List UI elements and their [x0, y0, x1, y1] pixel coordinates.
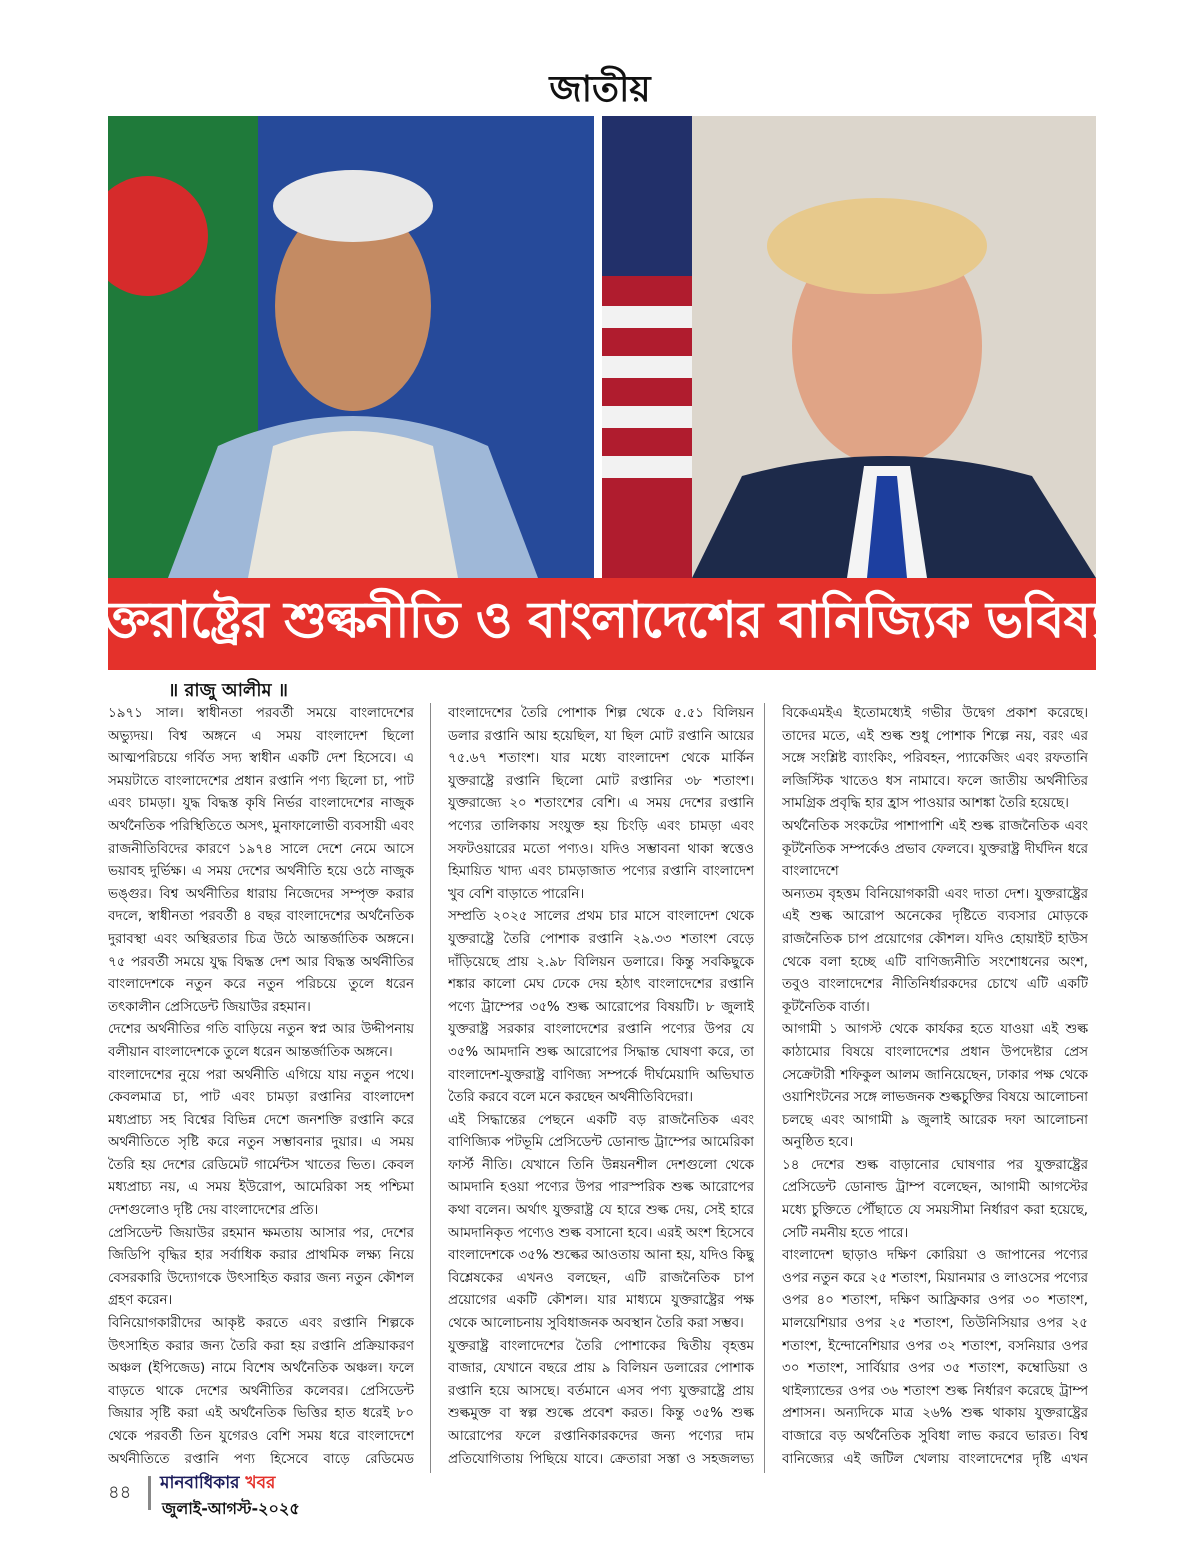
portrait-left-photo — [108, 116, 594, 578]
magazine-logo — [160, 1470, 275, 1498]
paragraph: আগামী ১ আগস্ট থেকে কার্যকর হতে যাওয়া এই শুল্ক কাঠামোর বিষয়ে বাংলাদেশের প্রধান উপদেষ্টার প্রেস সেক্রেটারী শফিকুল আলম জানিয়েছেন, ঢাকার পক্ষ থেকে ওয়াশিংটনের সঙ্গে লাভজনক শুল্কচুক্তির বিষয়ে আলোচনা চলছে এবং আগামী ৯ জুলাই আরেক দফা আলোচনা অনুষ্ঠিত হবে। — [782, 1022, 1088, 1151]
paragraph: ১৪ দেশের শুল্ক বাড়ানোর ঘোষণার পর যুক্তরাষ্ট্রের প্রেসিডেন্ট ডোনাল্ড ট্রাম্প বলেছেন, আগামী আগস্টের মধ্যে চুক্তিতে পৌঁছাতে যে সময়সীমা নির্ধারণ করা হয়েছে, সেটি নমনীয় হতে পারে। — [782, 1157, 1088, 1241]
column-divider — [430, 703, 431, 1473]
paragraph: অর্থনৈতিক সংকটের পাশাপাশি এই শুল্ক রাজনৈতিক এবং কূটনৈতিক সম্পর্কেও প্রভাব ফেলবে। যুক্তরাষ্ট্র দীর্ঘদিন ধরে বাংলাদেশে — [782, 818, 1088, 880]
article-body — [108, 703, 1100, 1473]
hero-photos — [108, 116, 1096, 578]
portrait-right-photo — [602, 116, 1096, 578]
paragraph: ১৯৭১ সাল। স্বাধীনতা পরবর্তী সময়ে বাংলাদেশের অভ্যুদয়। বিশ্ব অঙ্গনে এ সময় বাংলাদেশ ছিলো আত্মপরিচয়ে গর্বিত সদ্য স্বাধীন একটি দেশ হিসেবে। এ সময়টাতে বাংলাদেশের প্রধান রপ্তানি পণ্য ছিলো চা, পাট এবং চামড়া। যুদ্ধ বিদ্ধস্ত কৃষি নির্ভর বাংলাদেশের নাজুক অর্থনৈতিক পরিস্থিতিতে অসৎ, মুনাফালোভী ব্যবসায়ী এবং রাজনীতিবিদের কারণে ১৯৭৪ সালে দেশে নেমে আসে ভয়াবহ দুর্ভিক্ষ। এ সময় দেশের অর্থনীতি হয়ে ওঠে নাজুক ভঙ্গুর। বিশ্ব অর্থনীতির ধারায় নিজেদের সম্পৃক্ত করার বদলে, স্বাধীনতা পরবর্তী ৪ বছর বাংলাদেশের অর্থনৈতিক দুরাবস্থা এবং অস্থিরতার চিত্র উঠে আন্তর্জাতিক অঙ্গনে। ৭৫ পরবর্তী সময়ে যুদ্ধ বিদ্ধস্ত দেশ আর বিদ্ধস্ত অর্থনীতির বাংলাদেশকে নতুন করে নতুন পরিচয়ে তুলে ধরেন তৎকালীন প্রেসিডেন্ট জিয়াউর রহমান। — [108, 706, 414, 1015]
paragraph: বাংলাদেশ ছাড়াও দক্ষিণ কোরিয়া ও জাপানের পণ্যের ওপর নতুন করে ২৫ শতাংশ, মিয়ানমার ও লাওসের পণ্যের ওপর ৪০ শতাংশ, দক্ষিণ আফ্রিকার ওপর ৩০ শতাংশ, মালয়েশিয়ার ওপর ২৫ শতাংশ, তিউনিসিয়ার ওপর ২৫ শতাংশ, ইন্দোনেশিয়ার ওপর ৩২ শতাংশ, বসনিয়ার ওপর ৩০ শতাংশ, সার্বিয়ার ওপর ৩৫ শতাংশ, কম্বোডিয়া ও থাইল্যান্ডের ওপর ৩৬ শতাংশ শুল্ক নির্ধারণ করেছে ট্রাম্প প্রশাসন। অন্যদিকে মাত্র ২৬% শুল্ক থাকায় যুক্তরাষ্ট্রের বাজারে বড় অর্থনৈতিক সুবিধা লাভ করবে ভারত। বিশ্ব বানিজ্যের এই জটিল খেলায় বাংলাদেশের দৃষ্টি এখন — [782, 1248, 1088, 1467]
article-column-3 — [782, 703, 1088, 1473]
paragraph: যুক্তরাষ্ট্র বাংলাদেশের তৈরি পোশাকের দ্বিতীয় বৃহত্তম বাজার, যেখানে বছরে প্রায় ৯ বিলিয়ন ডলারের পোশাক রপ্তানি হয়ে আসছে। বর্তমানে এসব পণ্য যুক্তরাষ্ট্রে প্রায় শুল্কমুক্ত বা স্বল্প শুল্কে প্রবেশ করত। কিন্তু ৩৫% শুল্ক আরোপের ফলে রপ্তানিকারকদের জন্য পণ্যের দাম প্রতিযোগিতায় পিছিয়ে যাবে। ক্রেতারা সস্তা ও সহজলভ্য — [448, 1338, 754, 1467]
paragraph: বিকেএমইএ ইতোমধ্যেই গভীর উদ্বেগ প্রকাশ করেছে। তাদের মতে, এই শুল্ক শুধু পোশাক শিল্পে নয়, বরং এর সঙ্গে সংশ্লিষ্ট ব্যাংকিং, পরিবহন, প্যাকেজিং এবং রফতানি লজিস্টিক খাতেও ধস নামাবে। ফলে জাতীয় অর্থনীতির সামগ্রিক প্রবৃদ্ধি হার হ্রাস পাওয়ার আশঙ্কা তৈরি হয়েছে। — [782, 706, 1088, 812]
article-column-2 — [448, 703, 754, 1473]
paragraph: বাংলাদেশের তৈরি পোশাক শিল্প থেকে ৫.৫১ বিলিয়ন ডলার রপ্তানি আয় হয়েছিল, যা ছিল মোট রপ্তানি আয়ের ৭৫.৬৭ শতাংশ। যার মধ্যে বাংলাদেশ থেকে মার্কিন যুক্তরাষ্ট্রে রপ্তানি ছিলো মোট রপ্তানির ৩৮ শতাংশ। যুক্তরাজ্যে ২০ শতাংশের বেশি। এ সময় দেশের রপ্তানি পণ্যের তালিকায় সংযুক্ত হয় চিংড়ি এবং চামড়া এবং সফটওয়ারের মতো পণ্যও। যদিও সম্ভাবনা থাকা স্বত্তেও হিমায়িত খাদ্য এবং চামড়াজাত পণ্যের রপ্তানি বাংলাদেশ খুব বেশি বাড়াতে পারেনি। — [448, 706, 754, 902]
author-byline: ॥ রাজু আলীম ॥ — [168, 680, 288, 701]
magazine-name-part1: মানবাধিকার — [160, 1473, 240, 1493]
headline-banner — [73, 578, 1131, 670]
column-divider — [764, 703, 765, 1473]
paragraph: সম্প্রতি ২০২৫ সালের প্রথম চার মাসে বাংলাদেশ থেকে যুক্তরাষ্ট্রে তৈরি পোশাক রপ্তানি ২৯.৩৩ শতাংশ বেড়ে দাঁড়িয়েছে প্রায় ২.৯৮ বিলিয়ন ডলারে। কিন্তু সবকিছুকে শঙ্কার কালো মেঘ ঢেকে দেয় হঠাৎ বাংলাদেশের রপ্তানি পণ্যে ট্রাম্পের ৩৫% শুল্ক আরোপের বিষয়টি। ৮ জুলাই যুক্তরাষ্ট্র সরকার বাংলাদেশের রপ্তানি পণ্যের উপর যে ৩৫% আমদানি শুল্ক আরোপের সিদ্ধান্ত ঘোষণা করে, তা বাংলাদেশ-যুক্তরাষ্ট্র বাণিজ্য সম্পর্কে দীর্ঘমেয়াদি অভিঘাত তৈরি করবে বলে মনে করছেন অর্থনীতিবিদেরা। — [448, 909, 754, 1106]
issue-date: জুলাই-আগস্ট-২০২৫ — [162, 1499, 300, 1518]
section-title: জাতীয় — [549, 69, 651, 110]
paragraph: দেশের অর্থনীতির গতি বাড়িয়ে নতুন স্বপ্ন আর উদ্দীপনায় বলীয়ান বাংলাদেশকে তুলে ধরেন আন্তর্জাতিক অঙ্গনে। — [108, 1022, 414, 1060]
article-headline: যুক্তরাষ্ট্রের শুল্কনীতি ও বাংলাদেশের বানিজ্যিক ভবিষ্যৎ — [73, 590, 1131, 649]
footer-divider — [148, 1476, 151, 1510]
paragraph: অন্যতম বৃহত্তম বিনিয়োগকারী এবং দাতা দেশ। যুক্তরাষ্ট্রের এই শুল্ক আরোপ অনেকের দৃষ্টিতে ব্যবসার মোড়কে রাজনৈতিক চাপ প্রয়োগের কৌশল। যদিও হোয়াইট হাউস থেকে বলা হচ্ছে এটি বাণিজ্যনীতি সংশোধনের অংশ, তবুও বাংলাদেশের নীতিনির্ধারকদের চোখে এটি একটি কূটনৈতিক বার্তা। — [782, 886, 1088, 1015]
paragraph: এই সিদ্ধান্তের পেছনে একটি বড় রাজনৈতিক এবং বাণিজ্যিক পটভূমি প্রেসিডেন্ট ডোনাল্ড ট্রাম্পের আমেরিকা ফার্স্ট নীতি। যেখানে তিনি উন্নয়নশীল দেশগুলো থেকে আমদানি হওয়া পণ্যের উপর পারস্পরিক শুল্ক আরোপের কথা বলেন। অর্থাৎ যুক্তরাষ্ট্র যে হারে শুল্ক দেয়, সেই হারে আমদানিকৃত পণ্যেও শুল্ক বসানো হবে। এরই অংশ হিসেবে বাংলাদেশকে ৩৫% শুল্কের আওতায় আনা হয়, যদিও কিছু বিশ্লেষকের এখনও বলছেন, এটি রাজনৈতিক চাপ প্রয়োগের একটি কৌশল। যার মাধ্যমে যুক্তরাষ্ট্রের পক্ষ থেকে আলোচনায় সুবিধাজনক অবস্থান তৈরি করা সম্ভব। — [448, 1112, 754, 1332]
paragraph: বাংলাদেশের নুয়ে পরা অর্থনীতি এগিয়ে যায় নতুন পথে। কেবলমাত্র চা, পাট এবং চামড়া রপ্তানির বাংলাদেশ মধ্যপ্রাচ্য সহ বিশ্বের বিভিন্ন দেশে জনশক্তি রপ্তানি করে অর্থনীতিতে সৃষ্টি করে নতুন সম্ভাবনার দুয়ার। এ সময় তৈরি হয় দেশের রেডিমেট গার্মেন্টস খাতের ভিত। কেবল মধ্যপ্রাচ্য নয়, এ সময় ইউরোপ, আমেরিকা সহ পশ্চিমা দেশগুলোও দৃষ্টি দেয় বাংলাদেশের প্রতি। — [108, 1067, 414, 1219]
paragraph: প্রেসিডেন্ট জিয়াউর রহমান ক্ষমতায় আসার পর, দেশের জিডিপি বৃদ্ধির হার সর্বাধিক করার প্রাথমিক লক্ষ্য নিয়ে বেসরকারি উদ্যোগকে উৎসাহিত করার জন্য নতুন কৌশল গ্রহণ করেন। — [108, 1225, 414, 1309]
paragraph: বিনিয়োগকারীদের আকৃষ্ট করতে এবং রপ্তানি শিল্পকে উৎসাহিত করার জন্য তৈরি করা হয় রপ্তানি প্রক্রিয়াকরণ অঞ্চল (ইপিজেড) নামে বিশেষ অর্থনৈতিক অঞ্চল। ফলে বাড়তে থাকে দেশের অর্থনীতির কলেবর। প্রেসিডেন্ট জিয়ার সৃষ্টি করা এই অর্থনৈতিক ভিত্তির হাত ধরেই ৮০ থেকে পরবর্তী তিন যুগেরও বেশি সময় ধরে বাংলাদেশে অর্থনীতিতে রপ্তানি পণ্য হিসেবে বাড়ে রেডিমেড — [108, 1316, 414, 1467]
page-number: ৪৪ — [108, 1482, 132, 1503]
magazine-name-part2: খবর — [245, 1473, 276, 1493]
article-column-1 — [108, 703, 414, 1473]
